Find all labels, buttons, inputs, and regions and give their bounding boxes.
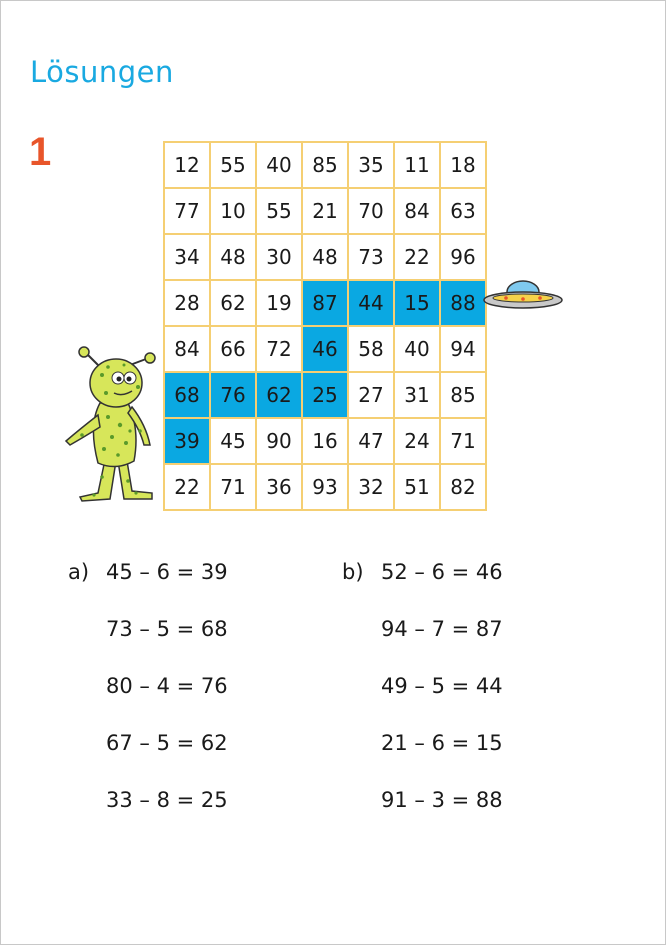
grid-cell: 32 [348,464,394,510]
grid-cell: 34 [164,234,210,280]
grid-cell: 90 [256,418,302,464]
grid-cell: 94 [440,326,486,372]
grid-cell-highlighted: 88 [440,280,486,326]
grid-cell: 18 [440,142,486,188]
grid-cell: 70 [348,188,394,234]
grid-cell: 19 [256,280,302,326]
grid-cell-highlighted: 46 [302,326,348,372]
grid-row [164,280,486,326]
ufo-illustration [482,278,564,314]
grid-cell: 72 [256,326,302,372]
exercise-b-label: b) [342,560,364,584]
grid-cell: 63 [440,188,486,234]
grid-cell: 28 [164,280,210,326]
grid-cell: 85 [302,142,348,188]
grid-cell-highlighted: 25 [302,372,348,418]
grid-cell: 36 [256,464,302,510]
grid-cell: 24 [394,418,440,464]
exercise-b-equation: 21 – 6 = 15 [381,731,503,755]
grid-row [164,188,486,234]
grid-cell: 12 [164,142,210,188]
exercise-b-equation: 94 – 7 = 87 [381,617,503,641]
exercise-b-equation: 52 – 6 = 46 [381,560,503,584]
grid-cell: 73 [348,234,394,280]
grid-cell-highlighted: 44 [348,280,394,326]
grid-cell-highlighted: 39 [164,418,210,464]
grid-cell: 40 [394,326,440,372]
grid-cell: 30 [256,234,302,280]
grid-cell-highlighted: 76 [210,372,256,418]
number-grid [163,141,487,511]
exercise-a-equation: 33 – 8 = 25 [106,788,228,812]
exercise-a-equation: 73 – 5 = 68 [106,617,228,641]
grid-cell: 40 [256,142,302,188]
grid-cell: 84 [164,326,210,372]
grid-cell-highlighted: 68 [164,372,210,418]
grid-cell: 48 [210,234,256,280]
grid-cell: 22 [164,464,210,510]
task-number: 1 [29,130,52,174]
exercise-a-equation: 45 – 6 = 39 [106,560,228,584]
grid-cell: 77 [164,188,210,234]
exercise-a-equation: 80 – 4 = 76 [106,674,228,698]
grid-cell: 85 [440,372,486,418]
exercise-a-label: a) [68,560,90,584]
grid-row [164,326,486,372]
grid-row [164,372,486,418]
exercise-a-equation: 67 – 5 = 62 [106,731,228,755]
grid-row [164,464,486,510]
grid-cell: 71 [210,464,256,510]
grid-cell: 31 [394,372,440,418]
exercise-b-equation: 49 – 5 = 44 [381,674,503,698]
exercise-b-equation: 91 – 3 = 88 [381,788,503,812]
alien-illustration [58,345,163,505]
grid-cell: 84 [394,188,440,234]
grid-cell: 96 [440,234,486,280]
page-title: Lösungen [30,55,174,89]
grid-cell-highlighted: 87 [302,280,348,326]
grid-row [164,234,486,280]
grid-cell: 10 [210,188,256,234]
grid-cell: 66 [210,326,256,372]
grid-cell: 58 [348,326,394,372]
grid-cell: 47 [348,418,394,464]
grid-cell: 55 [256,188,302,234]
grid-cell: 93 [302,464,348,510]
grid-row [164,142,486,188]
grid-cell: 16 [302,418,348,464]
grid-cell: 55 [210,142,256,188]
grid-cell: 45 [210,418,256,464]
grid-cell: 22 [394,234,440,280]
grid-cell: 11 [394,142,440,188]
grid-cell: 48 [302,234,348,280]
grid-cell: 35 [348,142,394,188]
grid-cell-highlighted: 62 [256,372,302,418]
grid-cell: 21 [302,188,348,234]
grid-cell-highlighted: 15 [394,280,440,326]
grid-cell: 51 [394,464,440,510]
grid-cell: 62 [210,280,256,326]
grid-cell: 71 [440,418,486,464]
grid-cell: 82 [440,464,486,510]
grid-row [164,418,486,464]
grid-cell: 27 [348,372,394,418]
